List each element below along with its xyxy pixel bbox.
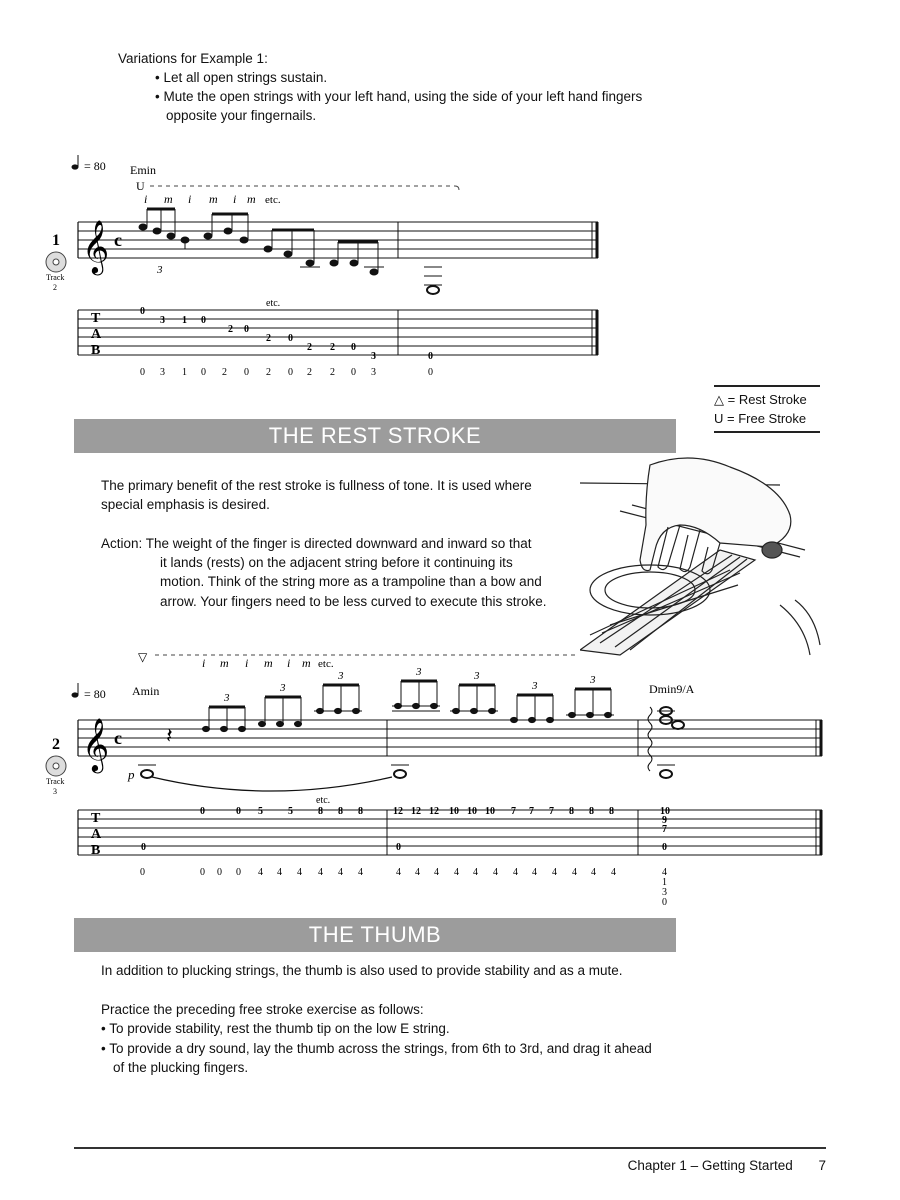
svg-text:0: 0 (244, 367, 249, 378)
chord-dmin9: Dmin9/A (649, 682, 695, 696)
track-badge-1 (46, 232, 66, 292)
svg-text:0: 0 (351, 367, 356, 378)
staff-lines-2 (78, 720, 822, 756)
common-time-icon: c (114, 230, 122, 250)
svg-text:i: i (245, 656, 249, 670)
svg-text:3: 3 (160, 367, 165, 378)
thumb-bullet1: • To provide stability, rest the thumb tip on the low E string. (101, 1021, 450, 1036)
svg-text:2: 2 (52, 736, 60, 753)
rest-stroke-title: THE REST STROKE (74, 419, 676, 453)
svg-text:2: 2 (330, 367, 335, 378)
fingering-row-2 (202, 656, 334, 670)
svg-text:etc.: etc. (318, 658, 334, 670)
svg-text:10: 10 (660, 806, 670, 817)
svg-text:0: 0 (288, 333, 293, 344)
svg-text:4: 4 (591, 867, 596, 878)
svg-text:7: 7 (662, 824, 667, 835)
svg-text:4: 4 (662, 867, 667, 878)
svg-text:4: 4 (358, 867, 363, 878)
svg-text:0: 0 (201, 367, 206, 378)
svg-text:1: 1 (52, 232, 60, 249)
svg-text:0: 0 (236, 806, 241, 817)
chord-symbol: Emin (130, 163, 156, 177)
svg-text:3: 3 (371, 351, 376, 362)
tempo-text: = 80 (84, 159, 106, 173)
thumb-line1: In addition to plucking strings, the thumb is also used to provide stability and as a mute. (101, 963, 623, 978)
bass-numbers-2 (140, 867, 667, 908)
bass-numbers-1 (140, 367, 433, 378)
svg-text:m: m (220, 656, 229, 670)
example-1-notation (0, 150, 900, 390)
svg-text:4: 4 (415, 867, 420, 878)
track-badge-2 (46, 736, 66, 796)
svg-text:8: 8 (358, 806, 363, 817)
svg-text:2: 2 (228, 324, 233, 335)
action-line1: Action: The weight of the finger is directed downward and inward so that (101, 536, 532, 551)
action-line4: arrow. Your fingers need to be less curved to execute this stroke. (160, 594, 547, 609)
svg-text:4: 4 (552, 867, 557, 878)
svg-text:3: 3 (224, 692, 230, 704)
thumb-title: THE THUMB (74, 918, 676, 952)
svg-text:7: 7 (549, 806, 554, 817)
svg-text:7: 7 (511, 806, 516, 817)
tab-bass-0-m2: 0 (396, 842, 401, 853)
svg-text:m: m (247, 192, 256, 206)
svg-text:3: 3 (474, 670, 480, 682)
rest-stroke-p1-line1: The primary benefit of the rest stroke is fullness of tone. It is used where (101, 478, 532, 493)
svg-text:2: 2 (53, 283, 57, 292)
svg-text:2: 2 (266, 333, 271, 344)
footer-rule (74, 1147, 826, 1149)
svg-text:12: 12 (393, 806, 403, 817)
svg-text:0: 0 (200, 867, 205, 878)
svg-text:i: i (202, 656, 206, 670)
svg-text:2: 2 (307, 367, 312, 378)
svg-text:8: 8 (338, 806, 343, 817)
svg-text:0: 0 (217, 867, 222, 878)
legend-rest-stroke: △ = Rest Stroke (714, 392, 807, 407)
variations-heading: Variations for Example 1: (118, 51, 268, 66)
svg-text:Track: Track (46, 777, 65, 786)
svg-text:m: m (209, 192, 218, 206)
svg-text:3: 3 (590, 674, 596, 686)
svg-text:4: 4 (297, 867, 302, 878)
svg-text:3: 3 (416, 666, 422, 678)
thumb-bullet3: of the plucking fingers. (113, 1060, 249, 1075)
legend-free-stroke: U = Free Stroke (714, 411, 807, 426)
svg-text:7: 7 (529, 806, 534, 817)
stroke-mark: U (136, 179, 145, 193)
fingering-row (144, 192, 281, 206)
svg-text:4: 4 (434, 867, 439, 878)
svg-text:0: 0 (140, 367, 145, 378)
svg-text:10: 10 (449, 806, 459, 817)
svg-text:3: 3 (53, 787, 57, 796)
quarter-rest-icon: 𝄽 (166, 723, 173, 748)
tab-etc-2: etc. (316, 795, 331, 806)
tab-lines-1 (78, 310, 598, 355)
svg-text:3: 3 (280, 682, 286, 694)
svg-text:8: 8 (318, 806, 323, 817)
svg-text:3: 3 (532, 680, 538, 692)
svg-text:4: 4 (611, 867, 616, 878)
svg-text:0: 0 (351, 342, 356, 353)
svg-text:m: m (264, 656, 273, 670)
tab-clef-2 (91, 811, 102, 858)
svg-text:4: 4 (572, 867, 577, 878)
svg-text:4: 4 (258, 867, 263, 878)
svg-text:m: m (302, 656, 311, 670)
rest-stroke-mark: ▽ (138, 650, 148, 664)
svg-text:4: 4 (396, 867, 401, 878)
svg-text:3: 3 (662, 887, 667, 898)
tab-clef (91, 311, 102, 358)
page-number: 7 (818, 1158, 826, 1173)
svg-text:0: 0 (428, 351, 433, 362)
svg-text:0: 0 (200, 806, 205, 817)
svg-text:10: 10 (485, 806, 495, 817)
svg-text:0: 0 (140, 306, 145, 317)
tempo-marking-2 (72, 683, 106, 701)
svg-text:4: 4 (318, 867, 323, 878)
svg-text:m: m (164, 192, 173, 206)
svg-text:i: i (287, 656, 291, 670)
tab-fret-numbers-1 (140, 306, 433, 362)
svg-text:12: 12 (411, 806, 421, 817)
svg-text:A: A (91, 327, 102, 342)
svg-text:Track: Track (46, 273, 65, 282)
svg-text:B: B (91, 843, 101, 858)
svg-text:2: 2 (222, 367, 227, 378)
variation-bullet-2: • Mute the open strings with your left hand, using the side of your left hand fingers (155, 89, 643, 104)
treble-clef-icon-2: 𝄞 (82, 719, 110, 770)
hand-illustration (580, 455, 825, 660)
action-line2: it lands (rests) on the adjacent string before it continuing its (160, 555, 513, 570)
svg-text:0: 0 (428, 367, 433, 378)
common-time-icon-2: c (114, 728, 122, 748)
svg-text:0: 0 (236, 867, 241, 878)
svg-text:4: 4 (454, 867, 459, 878)
svg-text:4: 4 (277, 867, 282, 878)
svg-text:5: 5 (258, 806, 263, 817)
svg-text:4: 4 (513, 867, 518, 878)
svg-text:10: 10 (467, 806, 477, 817)
svg-text:A: A (91, 827, 102, 842)
svg-text:2: 2 (307, 342, 312, 353)
svg-text:i: i (233, 192, 237, 206)
svg-text:4: 4 (493, 867, 498, 878)
svg-text:9: 9 (662, 815, 667, 826)
svg-text:4: 4 (338, 867, 343, 878)
tie-slur (152, 777, 392, 791)
svg-text:0: 0 (244, 324, 249, 335)
svg-text:= 80: = 80 (84, 687, 106, 701)
svg-text:T: T (91, 311, 101, 326)
thumb-line2: Practice the preceding free stroke exercise as follows: (101, 1002, 424, 1017)
svg-text:5: 5 (288, 806, 293, 817)
example-2-notation (0, 645, 900, 910)
svg-text:etc.: etc. (265, 194, 281, 206)
tab-fret-numbers-2a (200, 806, 363, 817)
svg-text:3: 3 (371, 367, 376, 378)
svg-text:0: 0 (662, 842, 667, 853)
variation-bullet-1: • Let all open strings sustain. (155, 70, 328, 85)
svg-text:0: 0 (140, 867, 145, 878)
rest-stroke-p1-line2: special emphasis is desired. (101, 497, 270, 512)
svg-text:i: i (188, 192, 192, 206)
variation-bullet-2-cont: opposite your fingernails. (166, 108, 317, 123)
thumb-mark: p (128, 767, 135, 782)
svg-text:1: 1 (662, 877, 667, 888)
stroke-legend (714, 385, 820, 433)
svg-text:8: 8 (609, 806, 614, 817)
svg-text:4: 4 (473, 867, 478, 878)
action-line3: motion. Think of the string more as a trampoline than a bow and (160, 574, 542, 589)
svg-text:3: 3 (160, 315, 165, 326)
svg-text:1: 1 (182, 315, 187, 326)
svg-text:2: 2 (330, 342, 335, 353)
treble-clef-icon: 𝄞 (82, 221, 110, 272)
svg-text:0: 0 (201, 315, 206, 326)
svg-text:4: 4 (532, 867, 537, 878)
tab-bass-0-m1: 0 (141, 842, 146, 853)
thumb-bullet2: • To provide a dry sound, lay the thumb across the strings, from 6th to 3rd, and drag it ahead (101, 1041, 652, 1056)
svg-text:i: i (144, 192, 148, 206)
chapter-label: Chapter 1 – Getting Started (627, 1158, 793, 1173)
svg-text:0: 0 (662, 897, 667, 908)
svg-text:0: 0 (288, 367, 293, 378)
svg-text:2: 2 (266, 367, 271, 378)
tab-etc-1: etc. (266, 298, 281, 309)
svg-text:T: T (91, 811, 101, 826)
svg-text:8: 8 (589, 806, 594, 817)
svg-text:12: 12 (429, 806, 439, 817)
page-footer (606, 1158, 826, 1173)
svg-text:B: B (91, 343, 101, 358)
triplet-mark: 3 (157, 264, 163, 276)
svg-text:1: 1 (182, 367, 187, 378)
svg-text:3: 3 (338, 670, 344, 682)
tempo-marking (72, 155, 106, 173)
tab-fret-numbers-2b (393, 806, 614, 817)
chord-amin: Amin (132, 684, 160, 698)
svg-text:8: 8 (569, 806, 574, 817)
